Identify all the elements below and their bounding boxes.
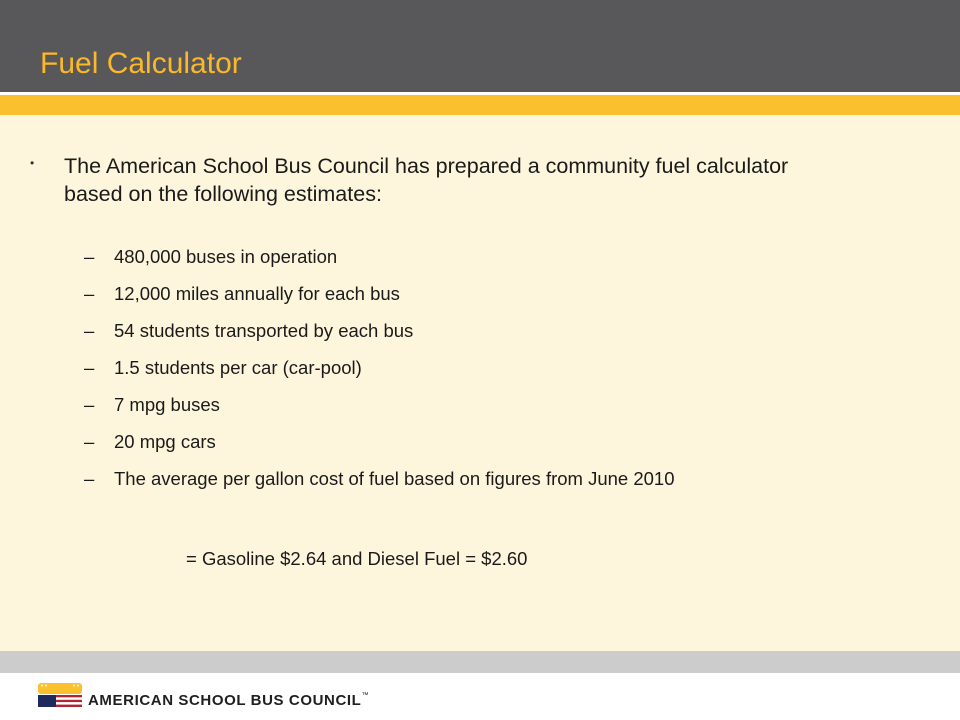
list-item-dash: – [84,320,95,341]
estimate-list [84,244,764,492]
list-item-dash: – [84,431,95,452]
main-bullet [30,152,790,208]
gray-footer-band [0,651,960,673]
list-item [84,318,764,344]
list-item [84,281,764,307]
list-item-dash: – [84,394,95,415]
list-item [84,429,764,455]
list-item [84,466,764,492]
logo-wordmark [88,692,369,709]
list-item-text: 54 students transported by each bus [114,320,414,341]
fuel-cost-note: = Gasoline $2.64 and Diesel Fuel = $2.60 [186,548,528,569]
list-item-text: 7 mpg buses [114,394,220,415]
footer [0,673,960,720]
gold-divider-band [0,95,960,115]
bullet-marker: • [30,156,35,170]
main-bullet-text: The American School Bus Council has prepared a community fuel calculator based on the following estimates: [64,154,789,206]
list-item-text: The average per gallon cost of fuel based on figures from June 2010 [114,468,675,489]
list-item-text: 480,000 buses in operation [114,246,338,267]
list-item-dash: – [84,246,95,267]
list-item-dash: – [84,468,95,489]
list-item [84,244,764,270]
slide-header [0,0,960,92]
slide-title: Fuel Calculator [40,47,242,80]
list-item-text: 20 mpg cars [114,431,216,452]
list-item [84,355,764,381]
list-item-dash: – [84,357,95,378]
list-item [84,392,764,418]
list-item-text: 12,000 miles annually for each bus [114,283,400,304]
trademark-mark: ™ [361,692,370,699]
list-item-dash: – [84,283,95,304]
school-bus-flag-icon [38,683,82,707]
list-item-text: 1.5 students per car (car-pool) [114,357,362,378]
logo-text: AMERICAN SCHOOL BUS COUNCIL [88,692,362,709]
